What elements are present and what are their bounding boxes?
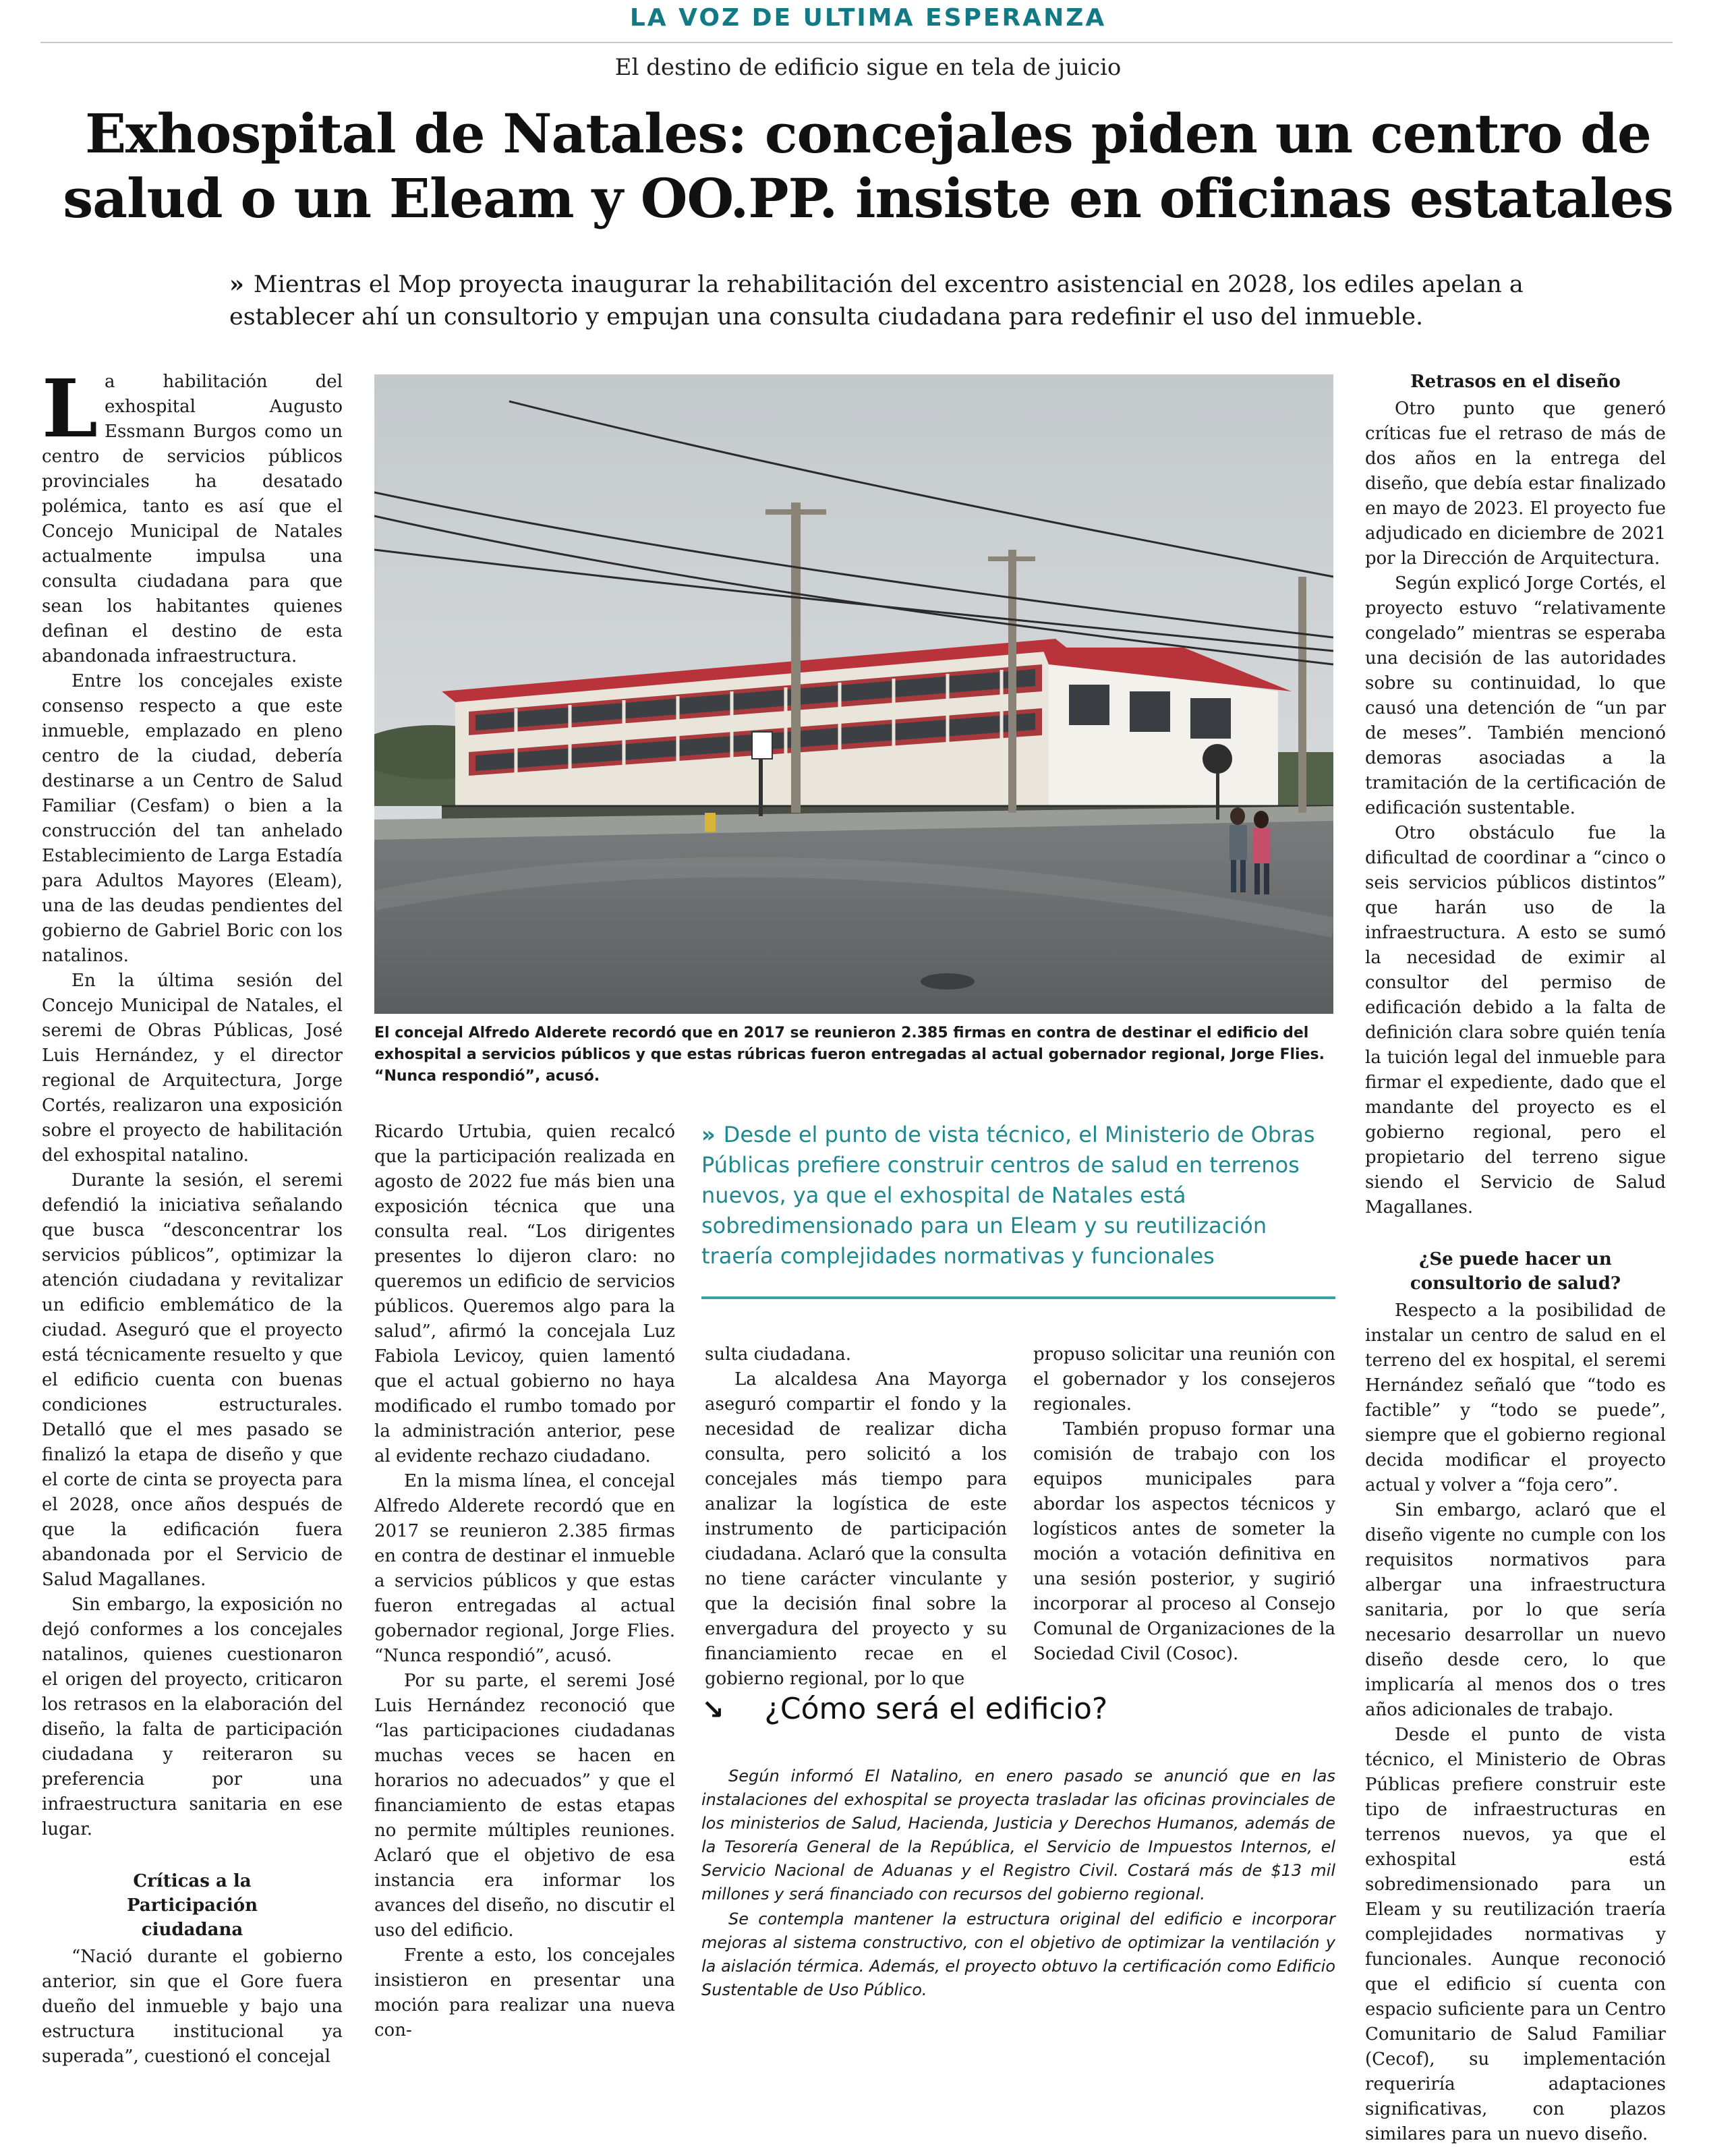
- kicker: El destino de edificio sigue en tela de juicio: [614, 54, 1122, 81]
- paragraph-text: a habilitación del exhospital Augusto Essmann Burgos como un centro de servicios públicos provinciales ha desatado polémica, tanto es así que el Concejo Municipal de Natales actualmente impulsa una consulta ciudadana para que sean los habitantes quienes definan el destino de esta abandonada infraestructura.: [42, 372, 343, 666]
- article-column-5: [1365, 370, 1666, 2147]
- subhead-consultorio: ¿Se puede hacer un consultorio de salud?: [1410, 1249, 1621, 1294]
- pull-quote: [701, 1120, 1335, 1271]
- article-column-3: [705, 1342, 1007, 1692]
- box-title-text: ¿Cómo será el edificio?: [764, 1692, 1108, 1726]
- pull-quote-text: Desde el punto de vista técnico, el Ministerio de Obras Públicas prefiere construir centros de salud en terrenos nuevos, ya que el exhospital de Natales está sobredimensionado para un Eleam y su reutilización traería complejidades normativas y funcionales: [701, 1122, 1315, 1269]
- paragraph: Desde el punto de vista técnico, el Ministerio de Obras Públicas prefiere construir este tipo de infraestructuras en terrenos nuevos, ya que el exhospital está sobredimensionado para un Eleam y su reutilización traería complejidades normativas y funcionales. Aunque reconoció que el edificio sí cuenta con espacio suficiente para un Centro Comunitario de Salud Familiar (Cecof), su implementación requeriría adaptaciones significativas, con plazos similares para un nuevo diseño.: [1365, 1725, 1666, 2144]
- paragraph: sulta ciudadana.: [705, 1344, 852, 1365]
- paragraph: La alcaldesa Ana Mayorga aseguró compartir el fondo y la necesidad de realizar dicha consulta, pero solicitó a los concejales más tiempo para analizar la logística de este instrumento de participación ciudadana. Aclaró que la consulta no tiene carácter vinculante y que la decisión final sobre la envergadura del proyecto y su financiamiento recae en el gobierno regional, por lo que: [705, 1369, 1007, 1689]
- article-column-1: [42, 362, 343, 2069]
- paragraph: propuso solicitar una reunión con el gobernador y los consejeros regionales.: [1033, 1344, 1335, 1414]
- double-chevron-right-icon: »: [701, 1122, 716, 1147]
- paragraph: Por su parte, el seremi José Luis Hernández reconoció que “las participaciones ciudadanas muchas veces se hacen en horarios no adecuados” y que el financiamiento de estas etapas no permite múltiples reuniones. Aclaró que el objetivo de esa instancia era informar los avances del diseño, no discutir el uso del edificio.: [374, 1671, 675, 1941]
- article-column-2: [374, 1120, 675, 2043]
- paragraph: Frente a esto, los concejales insistieron en presentar una moción para realizar una nueva con-: [374, 1945, 675, 2040]
- box-title: [701, 1692, 1335, 1726]
- top-divider: [40, 42, 1673, 43]
- deck-text: Mientras el Mop proyecta inaugurar la rehabilitación del excentro asistencial en 2028, los ediles apelan a establecer ahí un consultorio y empujan una consulta ciudadana para redefinir el uso del inmueble.: [229, 271, 1524, 331]
- paragraph: Sin embargo, aclaró que el diseño vigente no cumple con los requisitos normativos para albergar una infraestructura sanitaria, por lo que sería necesario desarrollar un nuevo diseño desde cero, lo que implicaría al menos dos o tres años adicionales de trabajo.: [1365, 1500, 1666, 1720]
- headline: Exhospital de Natales: concejales piden un centro de salud o un Eleam y OO.PP. insiste en oficinas estatales: [63, 102, 1673, 230]
- paragraph: Ricardo Urtubia, quien recalcó que la participación realizada en agosto de 2022 fue más bien una exposición técnica que una consulta real. “Los dirigentes presentes lo dijeron claro: no queremos un edificio de servicios públicos. Queremos algo para la salud”, afirmó la concejala Luz Fabiola Levicoy, quien lamentó que el actual gobierno no haya modificado el rumbo tomado por la administración anterior, pese al evidente rechazo ciudadano.: [374, 1122, 675, 1466]
- hospital-building-image: [374, 374, 1333, 1014]
- subhead-criticas: Críticas a la Participación ciudadana: [127, 1871, 258, 1940]
- paragraph: En la misma línea, el concejal Alfredo Alderete recordó que en 2017 se reunieron 2.385 firmas en contra de destinar el inmueble a servicios públicos y que estas fueron entregadas al actual gobernador regional, Jorge Flies. “Nunca respondió”, acusó.: [374, 1471, 675, 1666]
- paragraph: Durante la sesión, el seremi defendió la iniciativa señalando que busca “desconcentrar los servicios públicos”, optimizar la atención ciudadana y revitalizar un edificio emblemático de la ciudad. Aseguró que el proyecto está técnicamente resuelto y que el edificio cuenta con buenas condiciones estructurales. Detalló que el mes pasado se finalizó la etapa de diseño y que el corte de cinta se proyecta para el 2028, once años después de que la edificación fuera abandonada por el Servicio de Salud Magallanes.: [42, 1170, 343, 1590]
- lead-paragraph: [42, 362, 343, 669]
- section-tag: LA VOZ DE ULTIMA ESPERANZA: [629, 4, 1107, 32]
- paragraph: Según explicó Jorge Cortés, el proyecto estuvo “relativamente congelado” mientras se esperaba una decisión de las autoridades sobre su continuidad, lo que causó una detención de “un par de meses”. También mencionó demoras asociadas a la tramitación de la certificación de edificación sustentable.: [1365, 573, 1666, 818]
- paragraph: También propuso formar una comisión de trabajo con los equipos municipales para abordar los aspectos técnicos y logísticos antes de someter la moción a votación definitiva en una sesión posterior, y sugirió incorporar al proceso al Consejo Comunal de Organizaciones de la Sociedad Civil (Cosoc).: [1033, 1419, 1335, 1664]
- deck: [229, 268, 1524, 333]
- paragraph: Respecto a la posibilidad de instalar un centro de salud en el terreno del ex hospital, el seremi Hernández señaló que “todo es factible” y “todo se puede”, siempre que el gobierno regional decida modificar el proyecto actual y volver a “foja cero”.: [1365, 1300, 1666, 1495]
- paragraph: Sin embargo, la exposición no dejó conformes a los concejales natalinos, quienes cuestionaron el origen del proyecto, criticaron los retrasos en la elaboración del diseño, la falta de participación ciudadana y reiteraron su preferencia por una infraestructura sanitaria en ese lugar.: [42, 1595, 343, 1839]
- dropcap: L: [42, 362, 98, 455]
- paragraph: En la última sesión del Concejo Municipal de Natales, el seremi de Obras Públicas, José Luis Hernández, y el director regional de Arquitectura, Jorge Cortés, realizaron una exposición sobre el proyecto de habilitación del exhospital natalino.: [42, 971, 343, 1166]
- paragraph: Entre los concejales existe consenso respecto a que este inmueble, emplazado en pleno centro de la ciudad, debería destinarse a un Centro de Salud Familiar (Cesfam) o bien a la construcción del tan anhelado Establecimiento de Larga Estadía para Adultos Mayores (Eleam), una de las deudas pendientes del gobierno de Gabriel Boric con los natalinos.: [42, 671, 343, 966]
- photo-caption: El concejal Alfredo Alderete recordó que en 2017 se reunieron 2.385 firmas en contra de destinar el edificio del exhospital a servicios públicos y que estas rúbricas fueron entregadas al actual gobernador regional, Jorge Flies. “Nunca respondió”, acusó.: [374, 1025, 1325, 1085]
- hospital-photo: [374, 374, 1333, 1014]
- article-column-4: [1033, 1342, 1335, 1667]
- paragraph: “Nació durante el gobierno anterior, sin que el Gore fuera dueño del inmueble y bajo una estructura institucional ya superada”, cuestionó el concejal: [42, 1947, 343, 2067]
- chevron-right-icon: »: [229, 270, 244, 298]
- paragraph: Otro punto que generó críticas fue el retraso de más de dos años en la entrega del diseño, que debía estar finalizado en mayo de 2023. El proyecto fue adjudicado en diciembre de 2021 por la Dirección de Arquitectura.: [1365, 399, 1666, 569]
- arrow-down-right-icon: ↘: [701, 1694, 724, 1725]
- box-paragraph: Se contempla mantener la estructura original del edificio e incorporar mejoras al sistema constructivo, con el objetivo de optimizar la ventilación y la aislación térmica. Además, el proyecto obtuvo la certificación como Edificio Sustentable de Uso Público.: [701, 1910, 1335, 1999]
- pull-quote-divider: [701, 1296, 1335, 1299]
- box-paragraph: Según informó El Natalino, en enero pasado se anunció que en las instalaciones del exhospital se proyecta trasladar las oficinas provinciales de los ministerios de Salud, Hacienda, Justicia y Derechos Humanos, además de la Tesorería General de la República, el Servicio de Impuestos Internos, el Servicio Nacional de Aduanas y el Registro Civil. Costará más de $13 mil millones y será financiado con recursos del gobierno regional.: [701, 1767, 1335, 1903]
- subhead-retrasos: Retrasos en el diseño: [1410, 372, 1621, 392]
- box-body: [701, 1765, 1335, 2003]
- paragraph: Otro obstáculo fue la dificultad de coordinar a “cinco o seis servicios públicos distintos” que harán uso de la infraestructura. A esto se sumó la necesidad de eximir al consultor del permiso de edificación debido a la falta de definición clara sobre quién tenía la tuición legal del inmueble para firmar el expediente, dado que el mandante del proyecto es el gobierno regional, pero el propietario del terreno sigue siendo el Servicio de Salud Magallanes.: [1365, 823, 1666, 1218]
